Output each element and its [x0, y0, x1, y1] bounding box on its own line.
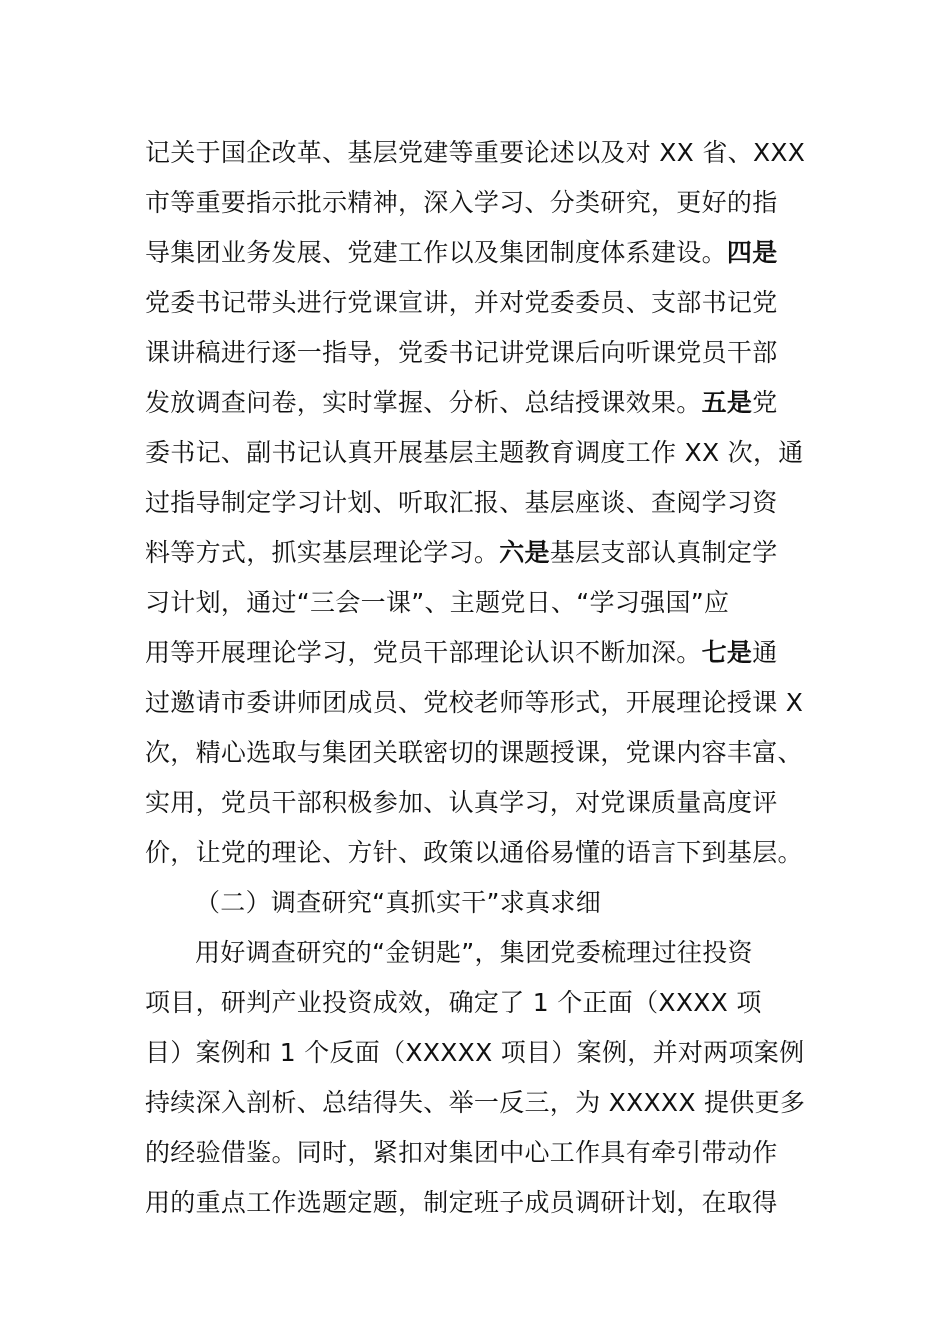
text-segment: 记关于国企改革、基层党建等重要论述以及对 XX 省、XXX	[145, 138, 806, 167]
text-line	[145, 278, 805, 328]
text-segment: 委书记、副书记认真开展基层主题教育调度工作 XX 次，通	[145, 438, 804, 467]
text-line: 目）案例和 1 个反面（XXXXX 项目）案例，并对两项案例	[145, 1038, 805, 1067]
text-segment: 过指导制定学习计划、听取汇报、基层座谈、查阅学习资	[145, 488, 778, 517]
text-line	[145, 128, 805, 178]
text-line: 用好调查研究的“金钥匙”，集团党委梳理过往投资	[195, 938, 753, 967]
text-segment: 党委书记带头进行党课宣讲，并对党委委员、支部书记党	[145, 288, 778, 317]
text-line	[145, 178, 805, 228]
text-segment: 党	[752, 388, 778, 417]
text-segment: 通	[752, 638, 778, 667]
text-segment: 基层支部认真制定学	[549, 538, 778, 567]
text-line	[145, 778, 805, 828]
bold-marker: 四是	[726, 238, 778, 267]
text-segment: 价，让党的理论、方针、政策以通俗易懂的语言下到基层。	[145, 838, 803, 867]
text-segment: 用等开展理论学习，党员干部理论认识不断加深。	[145, 638, 702, 667]
text-line	[145, 528, 805, 578]
text-segment: 次，精心选取与集团关联密切的课题授课，党课内容丰富、	[145, 738, 803, 767]
text-line: 用的重点工作选题定题，制定班子成员调研计划，在取得	[145, 1188, 778, 1217]
document-body	[145, 128, 805, 1228]
text-line	[145, 428, 805, 478]
text-segment: 料等方式，抓实基层理论学习。	[145, 538, 500, 567]
text-line: 持续深入剖析、总结得失、举一反三，为 XXXXX 提供更多	[145, 1088, 806, 1117]
paragraph-2	[145, 928, 805, 1228]
text-segment: 实用，党员干部积极参加、认真学习，对党课质量高度评	[145, 788, 778, 817]
text-segment: 发放调查问卷，实时掌握、分析、总结授课效果。	[145, 388, 702, 417]
text-line	[145, 828, 805, 878]
text-segment: 导集团业务发展、党建工作以及集团制度体系建设。	[145, 238, 727, 267]
text-line	[145, 578, 805, 628]
paragraph-1	[145, 128, 805, 878]
text-line	[145, 228, 805, 278]
text-line	[145, 728, 805, 778]
section-heading: （二）调查研究“真抓实干”求真求细	[195, 888, 602, 917]
text-line	[145, 478, 805, 528]
text-segment: 过邀请市委讲师团成员、党校老师等形式，开展理论授课 X	[145, 688, 804, 717]
bold-marker: 五是	[701, 388, 753, 417]
text-line	[145, 678, 805, 728]
bold-marker: 七是	[701, 638, 753, 667]
text-segment: 课讲稿进行逐一指导，党委书记讲党课后向听课党员干部	[145, 338, 778, 367]
text-line	[145, 628, 805, 678]
text-segment: 习计划，通过“三会一课”、主题党日、“学习强国”应	[145, 588, 730, 617]
text-segment: 市等重要指示批示精神，深入学习、分类研究，更好的指	[145, 188, 778, 217]
text-line	[145, 328, 805, 378]
bold-marker: 六是	[499, 538, 550, 567]
text-line	[145, 378, 805, 428]
text-line: 的经验借鉴。同时，紧扣对集团中心工作具有牵引带动作	[145, 1138, 778, 1167]
text-line: 项目，研判产业投资成效，确定了 1 个正面（XXXX 项	[145, 988, 762, 1017]
